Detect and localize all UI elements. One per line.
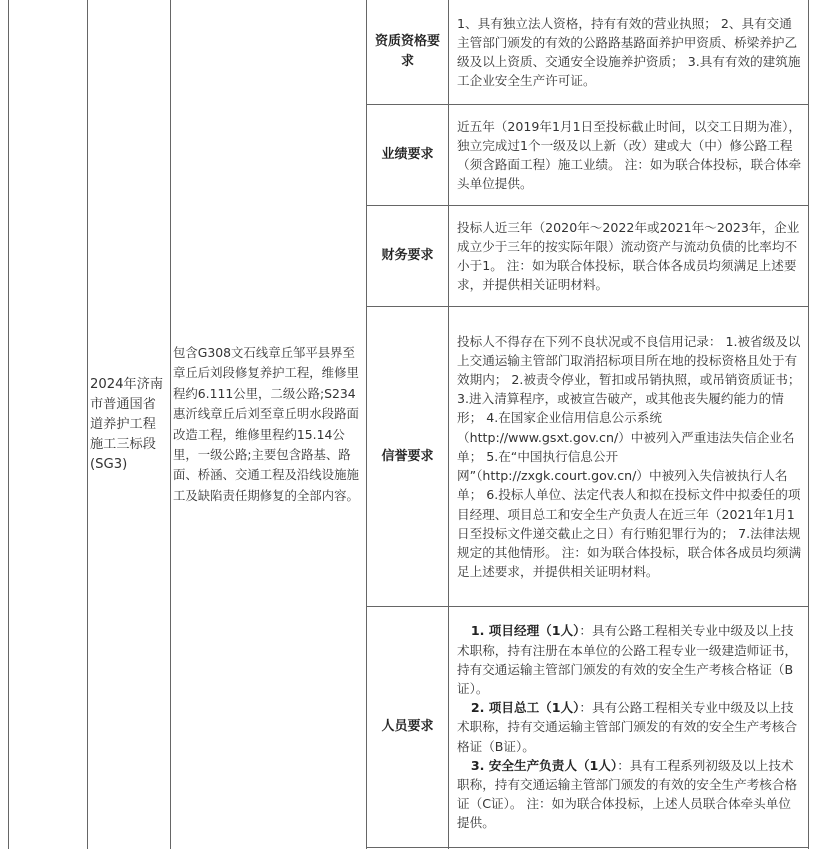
credit-label: 信誉要求: [381, 448, 434, 464]
personnel-item-text: ：具有公路工程相关专业中级及以上技术职称，持有注册在本单位的公路工程专业一级建造师证书，持有交通运输主管部门颁发的有效的安全生产考核合格证（B证）。: [457, 623, 798, 696]
table-border-right: [808, 0, 809, 849]
credit-label-cell: [367, 307, 448, 606]
personnel-label-cell: [367, 607, 448, 847]
personnel-text-cell: [449, 607, 808, 847]
personnel-item-title: 1. 项目经理（1人）: [470, 623, 580, 639]
credit-text-cell: [449, 307, 808, 606]
personnel-label: 人员要求: [381, 719, 434, 734]
personnel-item: [457, 621, 802, 698]
qualification-label-cell: [367, 0, 448, 104]
personnel-item-title: 2. 项目总工（1人）: [470, 700, 580, 716]
finance-label: 财务要求: [381, 248, 434, 263]
project-name-cell: [88, 0, 170, 849]
performance-label-cell: [367, 105, 448, 205]
personnel-item: [457, 756, 802, 833]
personnel-item-text: ：具有公路工程相关专业中级及以上技术职称，持有交通运输主管部门颁发的有效的安全生产考核合格证（B证）。: [457, 700, 798, 754]
qualification-text-cell: [449, 0, 808, 104]
project-description: 包含G308文石线章丘邹平县界至章丘后刘段修复养护工程，维修里程约6.111公里，二级公路;S234惠沂线章丘后刘至章丘明水段路面改造工程，维修里程约15.14公里，一级公路;主要包含路基、路面、桥涵、交通工程及沿线设施施工及缺陷责任期修复的全部内容。: [173, 344, 359, 503]
personnel-item: [457, 698, 802, 756]
performance-label: 业绩要求: [381, 147, 434, 162]
personnel-list: [457, 621, 802, 832]
personnel-item-text: ：具有工程系列初级及以上技术职称，持有交通运输主管部门颁发的有效的安全生产考核合格证（C证）。 注：如为联合体投标，上述人员联合体牵头单位提供。: [457, 757, 798, 831]
finance-text-cell: [449, 206, 808, 306]
table-border-bottom: [366, 847, 809, 848]
qualification-text: 1、具有独立法人资格，持有有效的营业执照； 2、具有交通主管部门颁发的有效的公路路基路面养护甲资质、桥梁养护乙级及以上资质、交通安全设施养护资质； 3.具有有效的建筑施工企业安全生产许可证。: [457, 15, 801, 89]
qualification-label: 资质资格要求: [374, 34, 440, 69]
finance-label-cell: [367, 206, 448, 306]
finance-text: 投标人近三年（2020年～2022年或2021年～2023年，企业成立少于三年的按实际年限）流动资产与流动负债的比率均不小于1。 注：如为联合体投标，联合体各成员均须满足上述要求，并提供相关证明材料。: [457, 219, 800, 293]
table-border-left: [8, 0, 9, 849]
project-description-cell: [171, 0, 366, 849]
performance-text: 近五年（2019年1月1日至投标截止时间，以交工日期为准），独立完成过1个一级及以上新（改）建或大（中）修公路工程（须含路面工程）施工业绩。 注：如为联合体投标，联合体牵头单位提供。: [457, 118, 802, 192]
credit-text: 投标人不得存在下列不良状况或不良信用记录： 1.被省级及以上交通运输主管部门取消招标项目所在地的投标资格且处于有效期内； 2.被责令停业，暂扣或吊销执照，或吊销资质证书； 3.进入清算程序，或被宣告破产，或其他丧失履约能力的情形； 4.在国家企业信用信息公示系统（http://www.gsxt.gov.cn/）中被列入严重违法失信企业名单； 5.在“中国执行信息公开网”（http://zxgk.court.gov.cn/）中被列入失信被执行人名单； 6.投标人单位、法定代表人和拟在投标文件中拟委任的项目经理、项目总工和安全生产负责人在近三年（2021年1月1日至投标文件递交截止之日）有行贿犯罪行为的； 7.法律法规规定的其他情形。 注：如为联合体投标，联合体各成员均须满足上述要求，并提供相关证明材料。: [457, 333, 802, 580]
project-name: 2024年济南市普通国省道养护工程施工三标段(SG3): [90, 376, 164, 472]
performance-text-cell: [449, 105, 808, 205]
personnel-item-title: 3. 安全生产负责人（1人）: [470, 757, 618, 773]
